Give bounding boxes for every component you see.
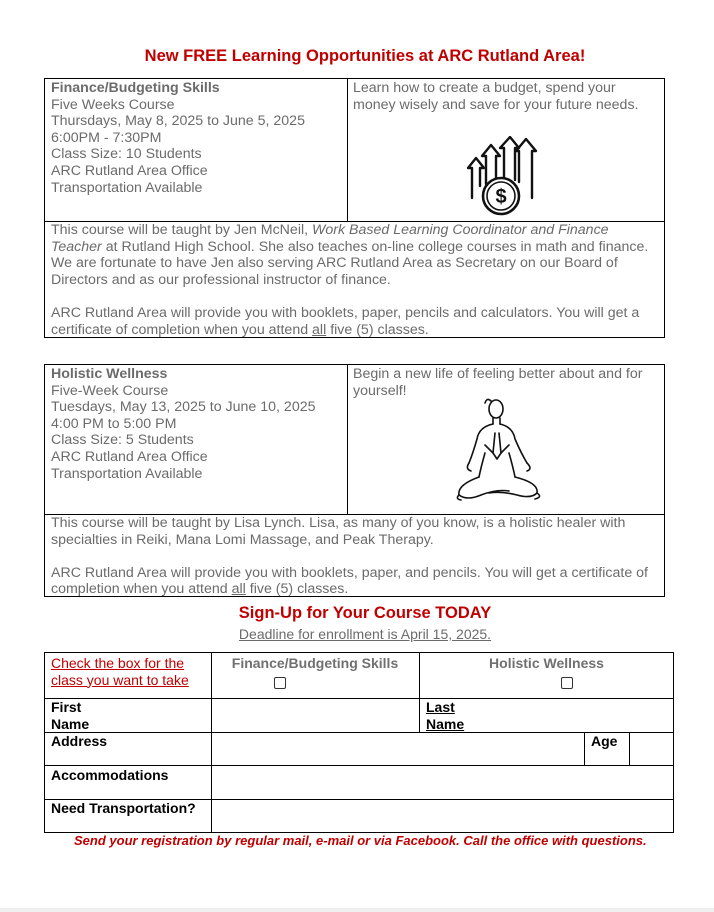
finance-course-blurb: Learn how to create a budget, spend your money wisely and save for your future needs.: [353, 80, 639, 113]
address-field[interactable]: [212, 733, 584, 765]
course-location: ARC Rutland Area Office: [51, 448, 208, 465]
course-transport: Transportation Available: [51, 465, 203, 482]
finance-checkbox[interactable]: [274, 677, 286, 689]
meditation-icon: [451, 397, 547, 505]
course-name: Holistic Wellness: [51, 366, 168, 382]
materials-paragraph: ARC Rutland Area will provide you with booklets, paper, and pencils. You will get a certificate of completion when you attend all five (5) classes.: [51, 564, 648, 598]
signup-heading: Sign-Up for Your Course TODAY: [238, 604, 492, 622]
course-transport: Transportation Available: [51, 179, 203, 196]
instructor-paragraph: This course will be taught by Jen McNeil, Work Based Learning Coordinator and Finance Teacher at Rutland High School. She also teaches on-line college courses in math and finance. We are fortunate to have Jen also serving ARC Rutland Area as Secretary on our Board of Directors and as our professional instructor of finance.: [51, 222, 649, 288]
course-time: 4:00 PM to 5:00 PM: [51, 415, 177, 432]
money-growth-icon: [466, 136, 538, 218]
last-name-label: Last Name: [426, 699, 465, 732]
course-dates: Tuesdays, May 13, 2025 to June 10, 2025: [51, 399, 316, 416]
course-duration: Five Weeks Course: [51, 96, 175, 113]
finance-instructor-info: [51, 222, 661, 338]
wellness-checkbox[interactable]: [561, 677, 573, 689]
course-location: ARC Rutland Area Office: [51, 162, 208, 179]
wellness-instructor-info: [51, 515, 661, 598]
footer-note: Send your registration by regular mail, e-mail or via Facebook. Call the office with questions.: [74, 833, 647, 848]
option-finance-label: Finance/Budgeting Skills: [231, 655, 399, 671]
registration-form: [44, 652, 674, 833]
finance-course-box: [44, 78, 665, 338]
age-label: Age: [591, 733, 618, 749]
last-name-field[interactable]: [470, 699, 672, 732]
accommodations-field[interactable]: [212, 766, 672, 799]
wellness-course-box: [44, 364, 665, 597]
instructor-paragraph: This course will be taught by Lisa Lynch. Lisa, as many of you know, is a holistic healer with specialties in Reiki, Mana Lomi Massage, and Peak Therapy.: [51, 515, 626, 548]
page-title: New FREE Learning Opportunities at ARC Rutland Area!: [144, 47, 586, 65]
course-name: Finance/Budgeting Skills: [51, 80, 220, 96]
course-dates: Thursdays, May 8, 2025 to June 5, 2025: [51, 113, 305, 130]
transportation-label: Need Transportation?: [51, 800, 196, 816]
page-bottom-edge: [0, 908, 714, 912]
course-time: 6:00PM - 7:30PM: [51, 129, 162, 146]
course-class-size: Class Size: 10 Students: [51, 146, 202, 163]
option-wellness-label: Holistic Wellness: [489, 655, 604, 671]
enrollment-deadline: Deadline for enrollment is April 15, 2025.: [238, 626, 492, 642]
wellness-course-details: [51, 366, 347, 482]
wellness-course-blurb: Begin a new life of feeling better about and for yourself!: [353, 366, 643, 399]
course-duration: Five-Week Course: [51, 382, 169, 399]
check-instruction: Check the box for the class you want to take: [51, 655, 189, 688]
course-class-size: Class Size: 5 Students: [51, 432, 194, 449]
accommodations-label: Accommodations: [51, 767, 169, 783]
svg-text:$: $: [495, 186, 507, 208]
age-field[interactable]: [630, 733, 672, 765]
transportation-field[interactable]: [212, 800, 672, 832]
first-name-field[interactable]: [212, 699, 419, 732]
finance-course-details: [51, 80, 347, 196]
materials-paragraph: ARC Rutland Area will provide you with booklets, paper, pencils and calculators. You will get a certificate of completion when you attend all five (5) classes.: [51, 304, 640, 338]
first-name-label: First Name: [51, 699, 90, 732]
address-label: Address: [51, 733, 108, 749]
